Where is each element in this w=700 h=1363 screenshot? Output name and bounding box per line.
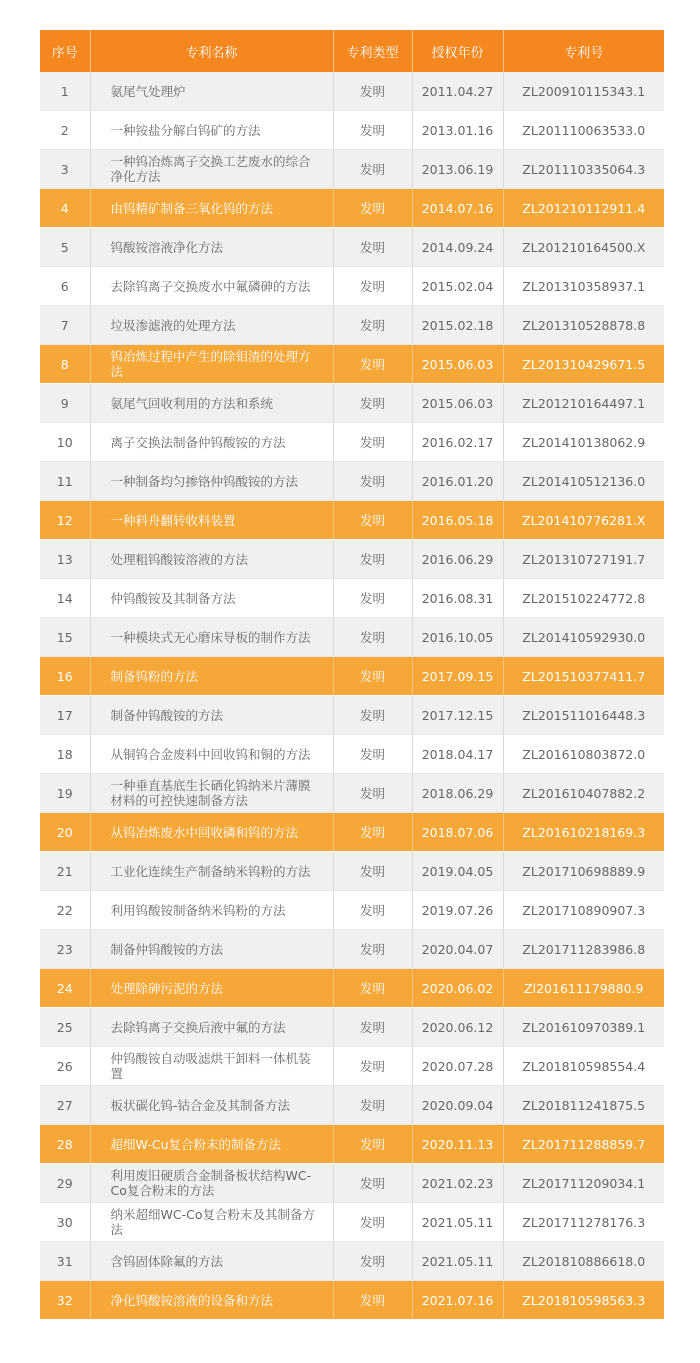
patent-type-cell: 发明 (333, 1203, 412, 1242)
patent-name-cell: 一种料舟翻转收料装置 (90, 501, 333, 540)
grant-date-cell: 2016.10.05 (412, 618, 503, 657)
serial-number-cell: 31 (40, 1242, 90, 1281)
grant-date-cell: 2013.01.16 (412, 111, 503, 150)
grant-date-cell: 2018.04.17 (412, 735, 503, 774)
table-row (40, 228, 664, 267)
table-row (40, 345, 664, 384)
patent-number-cell: ZL201711278176.3 (503, 1203, 664, 1242)
serial-number-cell: 29 (40, 1164, 90, 1203)
patent-number-cell: ZL201210112911.4 (503, 189, 664, 228)
serial-number-cell: 15 (40, 618, 90, 657)
patent-number-cell: ZL201410592930.0 (503, 618, 664, 657)
patent-name-cell: 制备仲钨酸铵的方法 (90, 930, 333, 969)
table-row (40, 579, 664, 618)
table-row (40, 618, 664, 657)
patent-number-cell: ZL201310358937.1 (503, 267, 664, 306)
patent-name-cell: 一种垂直基底生长硒化钨纳米片薄膜材料的可控快速制备方法 (90, 774, 333, 813)
patent-name-cell: 一种铵盐分解白钨矿的方法 (90, 111, 333, 150)
patent-name-cell: 一种模块式无心磨床导板的制作方法 (90, 618, 333, 657)
serial-number-cell: 7 (40, 306, 90, 345)
serial-number-cell: 27 (40, 1086, 90, 1125)
table-row (40, 1164, 664, 1203)
serial-number-cell: 6 (40, 267, 90, 306)
patent-type-cell: 发明 (333, 1281, 412, 1320)
grant-date-cell: 2020.07.28 (412, 1047, 503, 1086)
serial-number-cell: 5 (40, 228, 90, 267)
serial-number-cell: 32 (40, 1281, 90, 1320)
patent-type-cell: 发明 (333, 774, 412, 813)
grant-date-cell: 2021.05.11 (412, 1242, 503, 1281)
table-row (40, 111, 664, 150)
table-row (40, 891, 664, 930)
grant-date-cell: 2015.06.03 (412, 345, 503, 384)
table-row (40, 189, 664, 228)
grant-date-cell: 2019.04.05 (412, 852, 503, 891)
patent-type-cell: 发明 (333, 306, 412, 345)
patent-type-cell: 发明 (333, 930, 412, 969)
serial-number-cell: 4 (40, 189, 90, 228)
serial-number-cell: 10 (40, 423, 90, 462)
patent-type-cell: 发明 (333, 891, 412, 930)
serial-number-cell: 1 (40, 72, 90, 111)
table-row (40, 150, 664, 189)
table-row (40, 501, 664, 540)
serial-number-cell: 20 (40, 813, 90, 852)
grant-date-cell: 2013.06.19 (412, 150, 503, 189)
serial-number-cell: 12 (40, 501, 90, 540)
patent-type-cell: 发明 (333, 1242, 412, 1281)
table-row (40, 1242, 664, 1281)
patent-name-cell: 从铜钨合金废料中回收钨和铜的方法 (90, 735, 333, 774)
table-row (40, 657, 664, 696)
patent-name-cell: 超细W-Cu复合粉末的制备方法 (90, 1125, 333, 1164)
header-grant-year: 授权年份 (412, 30, 503, 72)
grant-date-cell: 2020.04.07 (412, 930, 503, 969)
patent-number-cell: Zl201611179880.9 (503, 969, 664, 1008)
patent-type-cell: 发明 (333, 228, 412, 267)
serial-number-cell: 9 (40, 384, 90, 423)
serial-number-cell: 28 (40, 1125, 90, 1164)
patent-type-cell: 发明 (333, 696, 412, 735)
table-row (40, 774, 664, 813)
table-row (40, 1008, 664, 1047)
grant-date-cell: 2014.07.16 (412, 189, 503, 228)
grant-date-cell: 2021.07.16 (412, 1281, 503, 1320)
patent-type-cell: 发明 (333, 657, 412, 696)
grant-date-cell: 2015.02.18 (412, 306, 503, 345)
patent-type-cell: 发明 (333, 345, 412, 384)
patent-type-cell: 发明 (333, 579, 412, 618)
patent-name-cell: 离子交换法制备仲钨酸铵的方法 (90, 423, 333, 462)
patent-number-cell: ZL201710890907.3 (503, 891, 664, 930)
table-row (40, 813, 664, 852)
patent-type-cell: 发明 (333, 1164, 412, 1203)
patent-type-cell: 发明 (333, 1047, 412, 1086)
table-row (40, 540, 664, 579)
patent-number-cell: ZL201711209034.1 (503, 1164, 664, 1203)
serial-number-cell: 22 (40, 891, 90, 930)
patent-name-cell: 仲钨酸铵自动吸滤烘干卸料一体机装置 (90, 1047, 333, 1086)
patent-name-cell: 含钨固体除氟的方法 (90, 1242, 333, 1281)
table-row (40, 969, 664, 1008)
patent-number-cell: ZL201210164500.X (503, 228, 664, 267)
patent-name-cell: 去除钨离子交换后液中氟的方法 (90, 1008, 333, 1047)
patent-number-cell: ZL201410776281.X (503, 501, 664, 540)
grant-date-cell: 2011.04.27 (412, 72, 503, 111)
patent-type-cell: 发明 (333, 618, 412, 657)
patent-type-cell: 发明 (333, 735, 412, 774)
grant-date-cell: 2015.02.04 (412, 267, 503, 306)
table-row (40, 306, 664, 345)
serial-number-cell: 30 (40, 1203, 90, 1242)
patent-name-cell: 处理粗钨酸铵溶液的方法 (90, 540, 333, 579)
table-row (40, 735, 664, 774)
serial-number-cell: 18 (40, 735, 90, 774)
patent-type-cell: 发明 (333, 72, 412, 111)
grant-date-cell: 2016.06.29 (412, 540, 503, 579)
patent-type-cell: 发明 (333, 189, 412, 228)
patent-type-cell: 发明 (333, 423, 412, 462)
serial-number-cell: 25 (40, 1008, 90, 1047)
grant-date-cell: 2020.06.02 (412, 969, 503, 1008)
patent-number-cell: ZL201810598554.4 (503, 1047, 664, 1086)
grant-date-cell: 2016.01.20 (412, 462, 503, 501)
table-body (40, 72, 664, 1320)
grant-date-cell: 2018.06.29 (412, 774, 503, 813)
grant-date-cell: 2016.02.17 (412, 423, 503, 462)
patent-number-cell: ZL201711283986.8 (503, 930, 664, 969)
patent-number-cell: ZL201811241875.5 (503, 1086, 664, 1125)
patent-table (40, 30, 664, 1320)
header-patent-number: 专利号 (503, 30, 664, 72)
patent-type-cell: 发明 (333, 1125, 412, 1164)
patent-name-cell: 净化钨酸铵溶液的设备和方法 (90, 1281, 333, 1320)
serial-number-cell: 2 (40, 111, 90, 150)
patent-type-cell: 发明 (333, 540, 412, 579)
serial-number-cell: 3 (40, 150, 90, 189)
header-patent-type: 专利类型 (333, 30, 412, 72)
patent-name-cell: 制备钨粉的方法 (90, 657, 333, 696)
table-row (40, 1086, 664, 1125)
grant-date-cell: 2018.07.06 (412, 813, 503, 852)
grant-date-cell: 2015.06.03 (412, 384, 503, 423)
patent-type-cell: 发明 (333, 150, 412, 189)
patent-name-cell: 纳米超细WC-Co复合粉末及其制备方法 (90, 1203, 333, 1242)
patent-type-cell: 发明 (333, 852, 412, 891)
grant-date-cell: 2017.12.15 (412, 696, 503, 735)
table-row (40, 696, 664, 735)
patent-name-cell: 板状碳化钨-钴合金及其制备方法 (90, 1086, 333, 1125)
grant-date-cell: 2020.11.13 (412, 1125, 503, 1164)
grant-date-cell: 2021.02.23 (412, 1164, 503, 1203)
patent-name-cell: 一种制备均匀掺铬仲钨酸铵的方法 (90, 462, 333, 501)
patent-number-cell: ZL201310429671.5 (503, 345, 664, 384)
patent-number-cell: ZL201710698889.9 (503, 852, 664, 891)
patent-name-cell: 一种钨冶炼离子交换工艺废水的综合净化方法 (90, 150, 333, 189)
table-row (40, 1047, 664, 1086)
patent-number-cell: ZL201110063533.0 (503, 111, 664, 150)
grant-date-cell: 2016.08.31 (412, 579, 503, 618)
table-row (40, 852, 664, 891)
patent-name-cell: 垃圾渗滤液的处理方法 (90, 306, 333, 345)
patent-name-cell: 利用钨酸铵制备纳米钨粉的方法 (90, 891, 333, 930)
grant-date-cell: 2020.06.12 (412, 1008, 503, 1047)
patent-number-cell: ZL201310727191.7 (503, 540, 664, 579)
patent-name-cell: 氨尾气处理炉 (90, 72, 333, 111)
grant-date-cell: 2020.09.04 (412, 1086, 503, 1125)
serial-number-cell: 8 (40, 345, 90, 384)
grant-date-cell: 2016.05.18 (412, 501, 503, 540)
table-row (40, 267, 664, 306)
patent-name-cell: 钨冶炼过程中产生的除钼渣的处理方法 (90, 345, 333, 384)
patent-number-cell: ZL201610218169.3 (503, 813, 664, 852)
patent-number-cell: ZL201810886618.0 (503, 1242, 664, 1281)
grant-date-cell: 2014.09.24 (412, 228, 503, 267)
patent-type-cell: 发明 (333, 462, 412, 501)
patent-number-cell: ZL201310528878.8 (503, 306, 664, 345)
patent-number-cell: ZL201410512136.0 (503, 462, 664, 501)
serial-number-cell: 16 (40, 657, 90, 696)
patent-name-cell: 钨酸铵溶液净化方法 (90, 228, 333, 267)
grant-date-cell: 2021.05.11 (412, 1203, 503, 1242)
grant-date-cell: 2019.07.26 (412, 891, 503, 930)
patent-number-cell: ZL201110335064.3 (503, 150, 664, 189)
patent-number-cell: ZL201610970389.1 (503, 1008, 664, 1047)
table-row (40, 1125, 664, 1164)
grant-date-cell: 2017.09.15 (412, 657, 503, 696)
patent-type-cell: 发明 (333, 813, 412, 852)
table-row (40, 423, 664, 462)
table-row (40, 72, 664, 111)
patent-number-cell: ZL201410138062.9 (503, 423, 664, 462)
serial-number-cell: 26 (40, 1047, 90, 1086)
table-row (40, 462, 664, 501)
serial-number-cell: 24 (40, 969, 90, 1008)
serial-number-cell: 23 (40, 930, 90, 969)
patent-type-cell: 发明 (333, 267, 412, 306)
table-row (40, 384, 664, 423)
patent-type-cell: 发明 (333, 501, 412, 540)
patent-type-cell: 发明 (333, 111, 412, 150)
serial-number-cell: 21 (40, 852, 90, 891)
patent-number-cell: ZL201510224772.8 (503, 579, 664, 618)
serial-number-cell: 19 (40, 774, 90, 813)
table-row (40, 1203, 664, 1242)
patent-type-cell: 发明 (333, 1086, 412, 1125)
patent-type-cell: 发明 (333, 969, 412, 1008)
table-header-row (40, 30, 664, 72)
patent-name-cell: 氨尾气回收利用的方法和系统 (90, 384, 333, 423)
patent-name-cell: 处理除砷污泥的方法 (90, 969, 333, 1008)
patent-number-cell: ZL201711288859.7 (503, 1125, 664, 1164)
serial-number-cell: 14 (40, 579, 90, 618)
patent-number-cell: ZL201610803872.0 (503, 735, 664, 774)
patent-name-cell: 利用废旧硬质合金制备板状结构WC-Co复合粉末的方法 (90, 1164, 333, 1203)
patent-number-cell: ZL201510377411.7 (503, 657, 664, 696)
serial-number-cell: 11 (40, 462, 90, 501)
patent-name-cell: 从钨冶炼废水中回收磷和钨的方法 (90, 813, 333, 852)
patent-name-cell: 仲钨酸铵及其制备方法 (90, 579, 333, 618)
table-row (40, 930, 664, 969)
table-row (40, 1281, 664, 1320)
patent-type-cell: 发明 (333, 1008, 412, 1047)
patent-name-cell: 工业化连续生产制备纳米钨粉的方法 (90, 852, 333, 891)
patent-type-cell: 发明 (333, 384, 412, 423)
patent-number-cell: ZL201210164497.1 (503, 384, 664, 423)
patent-number-cell: ZL201610407882.2 (503, 774, 664, 813)
header-patent-name: 专利名称 (90, 30, 333, 72)
patent-number-cell: ZL201511016448.3 (503, 696, 664, 735)
patent-name-cell: 制备仲钨酸铵的方法 (90, 696, 333, 735)
patent-name-cell: 由钨精矿制备三氧化钨的方法 (90, 189, 333, 228)
serial-number-cell: 17 (40, 696, 90, 735)
serial-number-cell: 13 (40, 540, 90, 579)
patent-number-cell: ZL201810598563.3 (503, 1281, 664, 1320)
patent-number-cell: ZL200910115343.1 (503, 72, 664, 111)
header-serial-number: 序号 (40, 30, 90, 72)
patent-name-cell: 去除钨离子交换废水中氟磷砷的方法 (90, 267, 333, 306)
